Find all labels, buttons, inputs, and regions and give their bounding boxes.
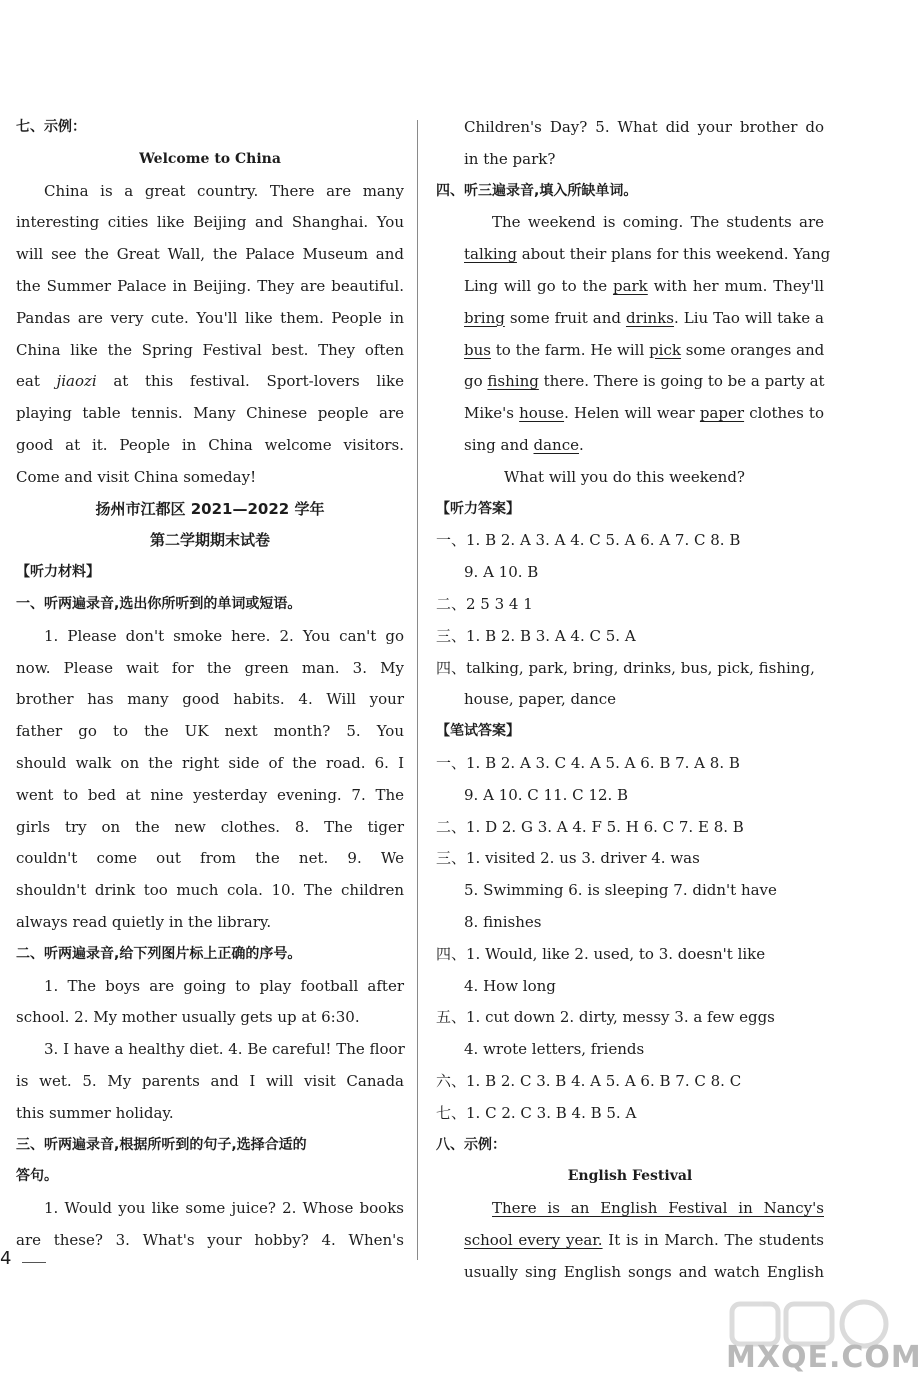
right-column-line: bus to the farm. He will pick some oranges and: [464, 340, 825, 359]
right-column-line: 【听力答案】: [436, 500, 520, 517]
left-column-line: Welcome to China: [139, 150, 281, 167]
right-column-line: 四、1. Would, like 2. used, to 3. doesn't like: [436, 944, 766, 963]
right-column-line: 八、示例：: [436, 1136, 506, 1153]
left-column-line: eat jiaozi at this festival. Sport-lovers like: [16, 372, 404, 391]
right-column-line: 四、听三遍录音,填入所缺单词。: [436, 182, 638, 199]
right-column-line: 4. wrote letters, friends: [464, 1040, 645, 1059]
right-column-line: 8. finishes: [464, 912, 542, 931]
left-column-line: couldn't come out from the net. 9. We: [16, 849, 404, 868]
left-column-line: should walk on the right side of the road. 6. I: [16, 753, 404, 772]
left-column-line: shouldn't drink too much cola. 10. The children: [16, 881, 404, 900]
left-column-line: 1. Please don't smoke here. 2. You can't go: [44, 626, 404, 645]
right-column-line: Ling will go to the park with her mum. They'll: [464, 276, 824, 295]
left-column-line: 1. Would you like some juice? 2. Whose books: [44, 1199, 404, 1218]
left-column-line: always read quietly in the library.: [16, 912, 272, 931]
left-column-line: is wet. 5. My parents and I will visit Canada: [16, 1071, 404, 1090]
left-column-line: China like the Spring Festival best. They often: [16, 340, 404, 359]
left-column: [16, 112, 404, 1257]
right-column-line: 七、1. C 2. C 3. B 4. B 5. A: [436, 1103, 637, 1122]
left-column-line: went to bed at nine yesterday evening. 7. The: [16, 785, 404, 804]
right-column-line: 四、talking, park, bring, drinks, bus, pick, fishing,: [436, 658, 815, 677]
left-column-line: 答句。: [16, 1168, 58, 1185]
right-column-line: 三、1. B 2. B 3. A 4. C 5. A: [436, 626, 636, 645]
right-column-line: 9. A 10. C 11. C 12. B: [464, 785, 629, 804]
left-column-line: now. Please wait for the green man. 3. My: [16, 658, 404, 677]
left-column-line: 1. The boys are going to play football after: [44, 976, 404, 995]
right-column-line: 9. A 10. B: [464, 563, 539, 582]
right-column-line: usually sing English songs and watch English: [464, 1262, 824, 1281]
left-column-line: 第二学期期末试卷: [149, 531, 270, 550]
left-column-line: 3. I have a healthy diet. 4. Be careful! The floor: [44, 1040, 405, 1059]
right-column-line: 一、1. B 2. A 3. C 4. A 5. A 6. B 7. A 8. B: [436, 753, 740, 772]
right-column-line: in the park?: [464, 149, 556, 168]
left-column-line: 扬州市江都区 2021—2022 学年: [95, 499, 325, 518]
left-column-line: 二、听两遍录音,给下列图片标上正确的序号。: [16, 945, 302, 962]
left-column-line: school. 2. My mother usually gets up at 6:30.: [16, 1008, 360, 1027]
left-column-line: Come and visit China someday!: [16, 467, 257, 486]
left-column-line: 七、示例：: [16, 119, 86, 135]
right-column-line: sing and dance.: [464, 435, 584, 454]
left-column-line: Pandas are very cute. You'll like them. People in: [16, 308, 404, 327]
right-column-line: Mike's house. Helen will wear paper clothes to: [464, 404, 824, 423]
left-column-line: 三、听两遍录音,根据所听到的句子,选择合适的: [16, 1136, 307, 1153]
right-column: [436, 112, 831, 1288]
right-column-line: Children's Day? 5. What did your brother do: [464, 118, 824, 136]
right-column-line: 五、1. cut down 2. dirty, messy 3. a few eggs: [436, 1008, 775, 1027]
page-number-rule: [22, 1262, 46, 1263]
right-column-line: go fishing there. There is going to be a party at: [464, 372, 825, 391]
right-column-line: 三、1. visited 2. us 3. driver 4. was: [436, 849, 700, 868]
column-divider: [417, 120, 418, 1260]
left-column-line: the Summer Palace in Beijing. They are beautiful.: [16, 276, 404, 295]
right-column-line: The weekend is coming. The students are: [492, 213, 824, 232]
right-column-line: 六、1. B 2. C 3. B 4. A 5. A 6. B 7. C 8. C: [436, 1071, 742, 1090]
right-column-line: What will you do this weekend?: [504, 467, 745, 486]
right-column-line: 二、1. D 2. G 3. A 4. F 5. H 6. C 7. E 8. B: [436, 817, 744, 836]
watermark-site: MXQE.COM: [726, 1340, 922, 1375]
left-column-line: China is a great country. There are many: [44, 181, 404, 200]
page-number: 4: [0, 1248, 12, 1269]
right-column-line: 【笔试答案】: [436, 723, 520, 740]
left-column-line: brother has many good habits. 4. Will your: [16, 690, 404, 709]
right-column-line: 一、1. B 2. A 3. A 4. C 5. A 6. A 7. C 8. B: [436, 531, 741, 550]
left-column-line: 一、听两遍录音,选出你所听到的单词或短语。: [16, 595, 302, 612]
left-column-line: father go to the UK next month? 5. You: [16, 722, 404, 741]
right-column-line: bring some fruit and drinks. Liu Tao will take a: [464, 308, 824, 327]
left-column-line: 【听力材料】: [16, 564, 100, 581]
left-column-line: will see the Great Wall, the Palace Museum and: [16, 245, 404, 264]
left-column-line: interesting cities like Beijing and Shanghai. You: [16, 213, 404, 232]
left-column-line: are these? 3. What's your hobby? 4. When's: [16, 1230, 404, 1249]
right-column-line: 5. Swimming 6. is sleeping 7. didn't have: [464, 881, 777, 900]
left-column-line: this summer holiday.: [16, 1103, 174, 1122]
left-column-line: girls try on the new clothes. 8. The tiger: [16, 817, 404, 836]
right-column-line: There is an English Festival in Nancy's: [492, 1199, 824, 1218]
left-column-line: playing table tennis. Many Chinese people are: [16, 404, 404, 423]
right-column-line: 二、2 5 3 4 1: [436, 594, 533, 613]
right-column-line: school every year. It is in March. The students: [464, 1230, 824, 1249]
right-column-line: English Festival: [567, 1168, 693, 1185]
right-column-line: 4. How long: [464, 976, 556, 995]
left-column-line: good at it. People in China welcome visitors.: [16, 435, 404, 454]
right-column-line: house, paper, dance: [464, 690, 617, 709]
right-column-line: talking about their plans for this weekend. Yang: [464, 245, 831, 264]
